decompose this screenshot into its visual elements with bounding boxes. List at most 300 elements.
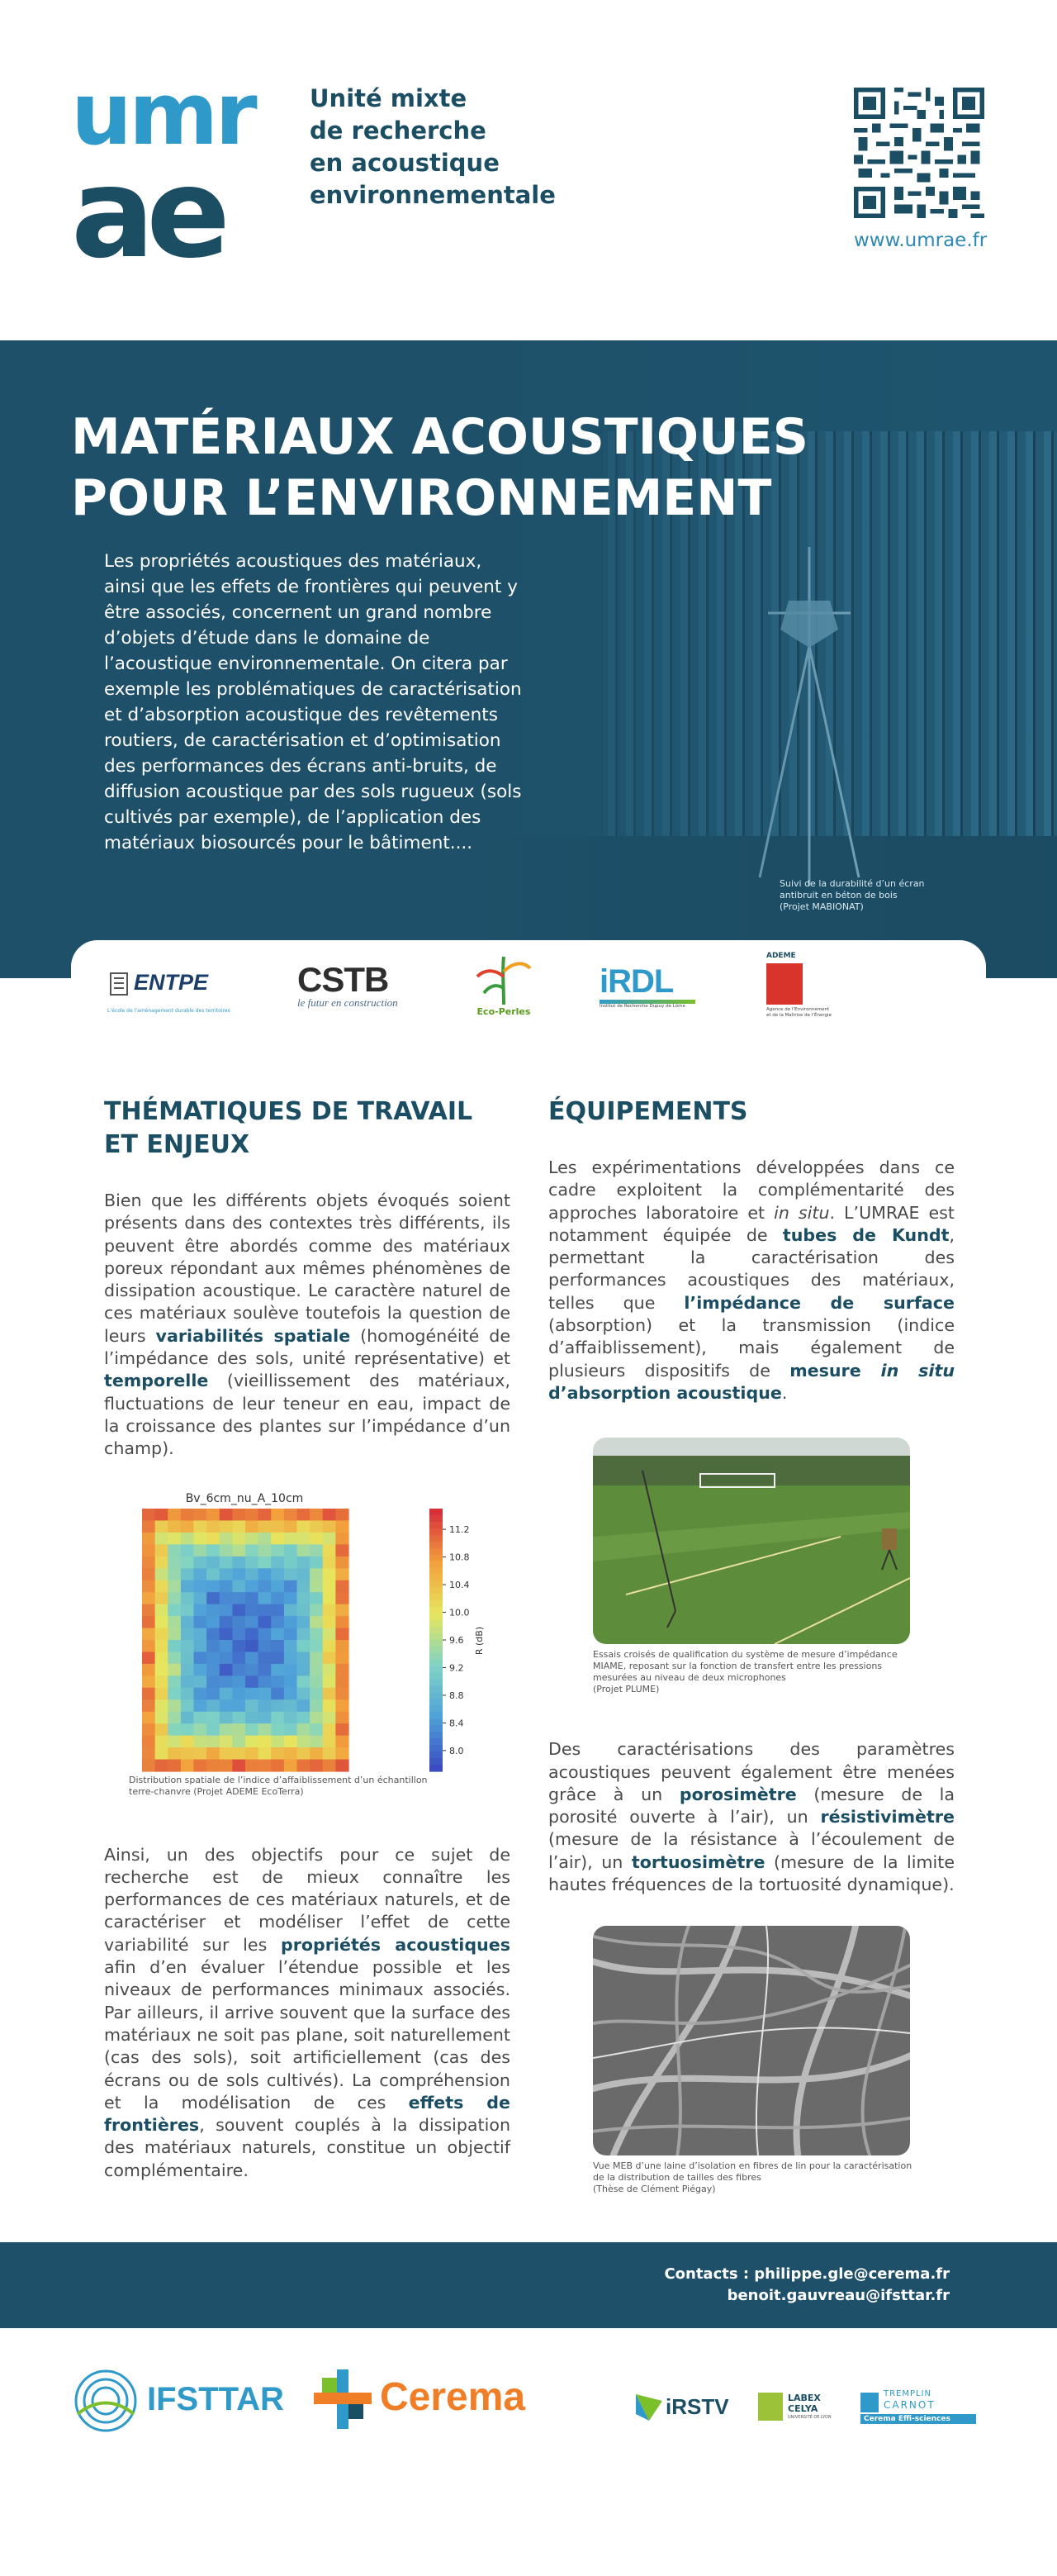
colorbar-segment	[429, 1561, 443, 1568]
themes-paragraph-2: Ainsi, un des objectifs pour ce sujet de recherche est de mieux connaître les performances de ces matériaux naturels, et de caractériser et modéliser l’effet de cette variabilité sur les propriétés acoustiques afin d’en évaluer l’étendue possible et les niveaux de performances minimaux associés. Par ailleurs, il arrive souvent que la surface des matériaux ne soit pas plane, soit naturellement (cas des sols), soit artificiellement (cas des écrans ou de sols cultivés). La compréhension et la modélisation de ces effets de frontières, souvent couplés à la dissipation des matériaux naturels, constitue un objectif complémentaire.	[104, 1844, 510, 2180]
heatmap-cell	[206, 1663, 220, 1675]
unit-title-line: de recherche	[310, 116, 486, 145]
heatmap-cell	[297, 1532, 310, 1544]
cstb-name: CSTB	[297, 960, 389, 999]
heatmap-cell	[335, 1544, 348, 1557]
carnot-name-2: CARNOT	[884, 2399, 936, 2411]
heatmap-cell	[245, 1628, 258, 1640]
heatmap-cell	[155, 1592, 168, 1604]
heatmap-cell	[168, 1509, 181, 1521]
heatmap-cell	[297, 1759, 310, 1771]
qr-code-icon[interactable]	[854, 88, 984, 218]
heatmap-cell	[245, 1604, 258, 1616]
heatmap-cell	[245, 1759, 258, 1771]
caption-line: de la distribution de tailles des fibres	[593, 2172, 761, 2184]
emphasis: mesure in situ d’absorption acoustique	[548, 1360, 955, 1403]
contact-email-2[interactable]: benoit.gauvreau@ifsttar.fr	[727, 2287, 950, 2304]
colorbar-segment	[429, 1685, 443, 1693]
heatmap-cell	[155, 1568, 168, 1580]
labex-name-1: LABEX	[788, 2393, 821, 2403]
heatmap-cell	[194, 1556, 207, 1568]
page-title-line: MATÉRIAUX ACOUSTIQUES	[71, 408, 808, 466]
heatmap-cell	[245, 1735, 258, 1747]
heatmap-cell	[194, 1735, 207, 1747]
heatmap-cell	[194, 1580, 207, 1592]
heatmap-cell	[323, 1735, 336, 1747]
heatmap-cell	[206, 1616, 220, 1628]
heatmap-cell	[194, 1568, 207, 1580]
heatmap-caption	[129, 1775, 510, 1798]
heatmap-cell	[323, 1568, 336, 1580]
heatmap-cell	[155, 1580, 168, 1592]
unit-title	[310, 83, 556, 211]
heatmap-cell	[245, 1568, 258, 1580]
heatmap-cell	[155, 1663, 168, 1675]
heatmap-cell	[206, 1699, 220, 1712]
heatmap-cell	[323, 1640, 336, 1652]
heatmap-cell	[181, 1568, 194, 1580]
heatmap-cell	[284, 1616, 297, 1628]
heatmap-cell	[271, 1735, 284, 1747]
entpe-crest-icon	[107, 968, 130, 1000]
heatmap-cell	[335, 1580, 348, 1592]
heatmap-cell	[181, 1663, 194, 1675]
heatmap-cell	[310, 1687, 323, 1699]
heatmap-cell	[155, 1520, 168, 1533]
heatmap-cell	[220, 1759, 233, 1771]
heatmap-cell	[168, 1711, 181, 1723]
colorbar-segment	[429, 1705, 443, 1713]
ecoperles-name: Eco-Perles	[476, 1006, 531, 1017]
heatmap-cell	[220, 1675, 233, 1688]
heatmap-cell	[142, 1640, 155, 1652]
ifsttar-name: IFSTTAR	[147, 2381, 284, 2417]
heatmap-cell	[181, 1640, 194, 1652]
colorbar-tick-label: 9.2	[449, 1662, 464, 1674]
heatmap-cell	[194, 1759, 207, 1771]
heatmap-cell	[181, 1628, 194, 1640]
heatmap-cell	[220, 1699, 233, 1712]
heatmap-cell	[297, 1628, 310, 1640]
caption-line: mesurées au niveau de deux microphones	[593, 1672, 786, 1684]
heatmap-cell	[245, 1747, 258, 1760]
heatmap-cell	[142, 1675, 155, 1688]
heatmap-cell	[206, 1747, 220, 1760]
caption-line: (Projet PLUME)	[593, 1684, 660, 1695]
heatmap-cell	[284, 1592, 297, 1604]
heatmap-cell	[220, 1556, 233, 1568]
heatmap-cell	[232, 1652, 245, 1664]
ademe-tagline: Agence de l’Environnement et de la Maîtrise de l’Énergie	[766, 1007, 832, 1018]
heatmap-cell	[206, 1687, 220, 1699]
heatmap-cell	[258, 1747, 272, 1760]
heatmap-cell	[245, 1687, 258, 1699]
heatmap-cell	[258, 1544, 272, 1557]
heatmap-cell	[284, 1675, 297, 1688]
heatmap-cell	[323, 1580, 336, 1592]
page-title	[71, 406, 808, 529]
heatmap-cell	[232, 1711, 245, 1723]
heatmap-cell	[258, 1616, 272, 1628]
heatmap-cell	[245, 1616, 258, 1628]
heatmap-cell	[271, 1580, 284, 1592]
colorbar-segment	[429, 1554, 443, 1561]
heatmap-cell	[168, 1759, 181, 1771]
heatmap-cell	[232, 1616, 245, 1628]
heatmap-cell	[284, 1687, 297, 1699]
heatmap-cell	[310, 1520, 323, 1533]
ademe-name: ADEME	[766, 952, 796, 960]
heatmap-cell	[168, 1640, 181, 1652]
heatmap-cell	[220, 1747, 233, 1760]
heatmap-cell	[168, 1616, 181, 1628]
heatmap-cell	[194, 1640, 207, 1652]
page-title-line: POUR L’ENVIRONNEMENT	[71, 469, 772, 527]
heatmap-cell	[220, 1544, 233, 1557]
logo-ae-text: ae	[71, 142, 222, 263]
heatmap-cell	[335, 1568, 348, 1580]
heatmap-cell	[155, 1616, 168, 1628]
photo-caption	[780, 878, 945, 913]
heatmap-cell	[335, 1604, 348, 1616]
heatmap-cell	[181, 1580, 194, 1592]
heatmap-cell	[206, 1544, 220, 1557]
heatmap-cell	[155, 1711, 168, 1723]
heatmap-cell	[220, 1568, 233, 1580]
heatmap-cell	[271, 1759, 284, 1771]
heatmap-cell	[220, 1532, 233, 1544]
colorbar-segment	[429, 1738, 443, 1746]
heatmap-cell	[271, 1675, 284, 1688]
caption-line: Vue MEB d’une laine d’isolation en fibres de lin pour la caractérisation	[593, 2160, 912, 2172]
heatmap-cell	[194, 1723, 207, 1736]
heatmap-cell	[297, 1699, 310, 1712]
heatmap-cell	[142, 1568, 155, 1580]
heatmap-cell	[271, 1723, 284, 1736]
colorbar-segment	[429, 1692, 443, 1699]
colorbar-segment	[429, 1547, 443, 1555]
heatmap-cell	[258, 1509, 272, 1521]
heatmap-cell	[142, 1699, 155, 1712]
heatmap-cell	[284, 1544, 297, 1557]
heatmap-cell	[220, 1592, 233, 1604]
heatmap-cell	[271, 1687, 284, 1699]
sem-photo-caption	[593, 2160, 955, 2195]
heatmap-cell	[284, 1532, 297, 1544]
heatmap-cell	[335, 1759, 348, 1771]
colorbar-segment	[429, 1659, 443, 1666]
heatmap-cell	[168, 1544, 181, 1557]
heatmap-cell	[194, 1544, 207, 1557]
heatmap-cell	[206, 1520, 220, 1533]
heatmap-cell	[168, 1604, 181, 1616]
heatmap-cell	[297, 1568, 310, 1580]
ifsttar-logo	[71, 2366, 302, 2436]
heatmap-cell	[232, 1568, 245, 1580]
heatmap-cell	[310, 1723, 323, 1736]
heatmap-cell	[284, 1509, 297, 1521]
website-link[interactable]: www.umrae.fr	[854, 230, 988, 251]
heatmap-cell	[284, 1723, 297, 1736]
heatmap-cell	[181, 1604, 194, 1616]
heatmap-cell	[168, 1520, 181, 1533]
heatmap-cell	[271, 1509, 284, 1521]
heatmap-cell	[245, 1544, 258, 1557]
heatmap-cell	[335, 1663, 348, 1675]
heatmap-cell	[155, 1759, 168, 1771]
caption-line: antibruit en béton de bois	[780, 890, 898, 901]
heatmap-cell	[206, 1675, 220, 1688]
cerema-logo	[314, 2365, 562, 2434]
heatmap-cell	[271, 1699, 284, 1712]
heatmap-cell	[181, 1699, 194, 1712]
colorbar-segment	[429, 1718, 443, 1726]
heatmap-cell	[181, 1592, 194, 1604]
entpe-tagline: L’école de l’aménagement durable des territoires	[107, 1008, 230, 1014]
heatmap-cell	[284, 1652, 297, 1664]
heatmap-cell	[142, 1532, 155, 1544]
impedance-heatmap-figure	[129, 1492, 492, 1773]
unit-title-line: en acoustique	[310, 149, 500, 177]
heatmap-cell	[310, 1699, 323, 1712]
field-photo-image	[593, 1438, 910, 1644]
heatmap-cell	[155, 1675, 168, 1688]
heatmap-cell	[232, 1532, 245, 1544]
emphasis: porosimètre	[679, 1784, 797, 1804]
heatmap-cell	[232, 1699, 245, 1712]
colorbar-segment	[429, 1666, 443, 1673]
heatmap-cell	[181, 1532, 194, 1544]
heatmap-cell	[206, 1652, 220, 1664]
labex-emblem-icon	[758, 2393, 783, 2421]
colorbar-segment	[429, 1627, 443, 1634]
heatmap-cell	[323, 1711, 336, 1723]
colorbar-tick-label: 9.6	[449, 1634, 464, 1646]
heatmap-cell	[271, 1628, 284, 1640]
hero-band	[0, 340, 1057, 978]
colorbar-tick-label: 8.0	[449, 1745, 464, 1756]
heatmap-cell	[258, 1687, 272, 1699]
colorbar-tick-label: 11.2	[449, 1523, 470, 1535]
colorbar-segment	[429, 1699, 443, 1706]
heatmap-cell	[181, 1687, 194, 1699]
themes-paragraph-1: Bien que les différents objets évoqués soient présents dans des contextes très différents, ils peuvent être abordés comme des matériaux poreux répondant aux mêmes phénomènes de dissipation acoustique. Le caractère naturel de ces matériaux soulève toutefois la question de leurs variabilités spatiale (homogénéité de l’impédance des sols, unité représentative) et temporelle (vieillissement des matériaux, fluctuations de leur teneur en eau, impact de la croissance des plantes sur l’impédance d’un champ).	[104, 1191, 510, 1459]
heatmap-cell	[232, 1592, 245, 1604]
heatmap-cell	[168, 1556, 181, 1568]
heatmap-cell	[297, 1711, 310, 1723]
heatmap-cell	[258, 1675, 272, 1688]
heatmap-cell	[310, 1604, 323, 1616]
heatmap-cell	[335, 1735, 348, 1747]
heatmap-cell	[323, 1532, 336, 1544]
heatmap-cell	[220, 1628, 233, 1640]
colorbar-tick-label: 8.4	[449, 1717, 464, 1728]
heatmap-cell	[232, 1735, 245, 1747]
colorbar-segment	[429, 1521, 443, 1528]
equipment-paragraph-2: Des caractérisations des paramètres acoustiques peuvent également être menées grâce à un porosimètre (mesure de la porosité ouverte à l’air), un résistivimètre (mesure de la résistance à l’écoulement de l’air), un tortuosimètre (mesure de la limite hautes fréquences de la tortuosité dynamique).	[548, 1739, 955, 1895]
heatmap-cell	[142, 1735, 155, 1747]
heatmap-cell	[310, 1592, 323, 1604]
colorbar-segment	[429, 1607, 443, 1614]
heatmap-cell	[206, 1735, 220, 1747]
emphasis: l’impédance de surface	[684, 1292, 955, 1313]
irdl-name: iRDL	[600, 963, 674, 1000]
heatmap-title: Bv_6cm_nu_A_10cm	[185, 1491, 304, 1505]
heatmap-cell	[271, 1652, 284, 1664]
heatmap-cell	[142, 1556, 155, 1568]
heatmap-cell	[206, 1580, 220, 1592]
heatmap-cell	[168, 1675, 181, 1688]
contact-email-1[interactable]: Contacts : philippe.gle@cerema.fr	[664, 2265, 950, 2283]
emphasis: effets de frontières	[104, 2092, 510, 2136]
heatmap-cell	[181, 1652, 194, 1664]
field-photo-caption	[593, 1649, 955, 1695]
heatmap-cell	[323, 1723, 336, 1736]
heatmap-cell	[284, 1580, 297, 1592]
equipment-heading: ÉQUIPEMENTS	[548, 1097, 748, 1126]
heatmap-cell	[155, 1544, 168, 1557]
heatmap-cell	[142, 1616, 155, 1628]
colorbar-segment	[429, 1600, 443, 1608]
heatmap-cell	[168, 1580, 181, 1592]
heatmap-cell	[310, 1532, 323, 1544]
heatmap-cell	[181, 1616, 194, 1628]
heatmap-cell	[323, 1652, 336, 1664]
heatmap-cell	[232, 1640, 245, 1652]
heatmap-cell	[206, 1711, 220, 1723]
heatmap-cell	[284, 1663, 297, 1675]
heatmap-cell	[181, 1711, 194, 1723]
heatmap-cell	[245, 1580, 258, 1592]
heatmap-cell	[335, 1556, 348, 1568]
ademe-emblem-icon	[766, 963, 803, 1005]
colorbar-segment	[429, 1515, 443, 1523]
heatmap-cell	[232, 1509, 245, 1521]
colorbar-tick-label: 10.8	[449, 1552, 470, 1563]
heatmap-cell	[284, 1747, 297, 1760]
heatmap-cell	[323, 1747, 336, 1760]
heatmap-cell	[310, 1544, 323, 1557]
cstb-logo	[297, 960, 413, 1010]
logo-umr-text: umr	[71, 79, 254, 164]
heatmap-cell	[232, 1544, 245, 1557]
heatmap-cell	[194, 1509, 207, 1521]
cerema-emblem-icon	[314, 2369, 372, 2429]
heatmap-cell	[258, 1532, 272, 1544]
heatmap-cell	[284, 1640, 297, 1652]
colorbar-segment	[429, 1534, 443, 1542]
heatmap-cell	[220, 1652, 233, 1664]
heatmap-cell	[194, 1604, 207, 1616]
heatmap-cell	[232, 1604, 245, 1616]
heatmap-cell	[297, 1604, 310, 1616]
heatmap-cell	[271, 1640, 284, 1652]
emphasis: propriétés acoustiques	[280, 1934, 510, 1955]
ademe-logo	[766, 952, 841, 1019]
heatmap-cell	[258, 1735, 272, 1747]
heatmap-cell	[206, 1640, 220, 1652]
heatmap-cell	[181, 1759, 194, 1771]
ifsttar-emblem-icon	[71, 2366, 140, 2436]
heatmap-cell	[232, 1628, 245, 1640]
heatmap-cell	[155, 1640, 168, 1652]
irstv-emblem-icon	[636, 2394, 662, 2421]
heatmap-cell	[258, 1723, 272, 1736]
heatmap-cells	[142, 1509, 349, 1772]
heatmap-cell	[258, 1520, 272, 1533]
heatmap-cell	[271, 1568, 284, 1580]
colorbar-segment	[429, 1633, 443, 1641]
heatmap-cell	[284, 1604, 297, 1616]
colorbar-segment	[429, 1758, 443, 1766]
heatmap-cell	[142, 1544, 155, 1557]
heatmap-cell	[335, 1520, 348, 1533]
heatmap-cell	[181, 1544, 194, 1557]
heatmap-cell	[335, 1628, 348, 1640]
colorbar-tick-label: 8.8	[449, 1690, 464, 1701]
heatmap-cell	[168, 1699, 181, 1712]
heatmap-cell	[335, 1640, 348, 1652]
labex-celya-logo	[758, 2393, 837, 2426]
heatmap-cell	[284, 1711, 297, 1723]
heatmap-cell	[232, 1687, 245, 1699]
heatmap-cell	[155, 1723, 168, 1736]
heatmap-cell	[220, 1735, 233, 1747]
heatmap-cell	[335, 1675, 348, 1688]
heatmap-cell	[232, 1747, 245, 1760]
heatmap-cell	[245, 1723, 258, 1736]
heatmap-cell	[310, 1509, 323, 1521]
heatmap-cell	[168, 1723, 181, 1736]
heatmap-cell	[323, 1759, 336, 1771]
heatmap-cell	[206, 1556, 220, 1568]
heatmap-cell	[271, 1604, 284, 1616]
heatmap-cell	[206, 1628, 220, 1640]
heatmap-cell	[245, 1675, 258, 1688]
colorbar-segment	[429, 1567, 443, 1575]
heatmap-cell	[284, 1735, 297, 1747]
heatmap-cell	[297, 1592, 310, 1604]
colorbar-segment	[429, 1614, 443, 1621]
heatmap-cell	[297, 1747, 310, 1760]
intro-paragraph: Les propriétés acoustiques des matériaux, ainsi que les effets de frontières qui peuvent y être associés, concernent un grand nombre d’objets d’étude dans le domaine de l’acoustique environnementale. On citera par exemple les problématiques de caractérisation et d’absorption acoustique des revêtements routiers, de caractérisation et d’optimisation des performances des écrans anti-bruits, de diffusion acoustique par des sols rugueux (sols cultivés par exemple), de l’application des matériaux biosourcés pour le bâtiment....	[104, 551, 522, 853]
heatmap-cell	[310, 1711, 323, 1723]
colorbar-segment	[429, 1679, 443, 1686]
heatmap-cell	[142, 1580, 155, 1592]
heatmap-cell	[168, 1628, 181, 1640]
emphasis: tortuosimètre	[631, 1851, 765, 1872]
heatmap-cell	[310, 1652, 323, 1664]
heatmap-cell	[310, 1616, 323, 1628]
caption-line: (Thèse de Clément Piégay)	[593, 2184, 716, 2195]
colorbar-segment	[429, 1580, 443, 1588]
colorbar-segment	[429, 1509, 443, 1516]
heatmap-cell	[297, 1544, 310, 1557]
carnot-tagline: Cerema Effi-sciences	[860, 2414, 976, 2424]
heatmap-cell	[194, 1616, 207, 1628]
heatmap-cell	[142, 1747, 155, 1760]
heatmap-cell	[323, 1675, 336, 1688]
heatmap-cell	[142, 1604, 155, 1616]
heatmap-cell	[220, 1580, 233, 1592]
heatmap-cell	[142, 1652, 155, 1664]
heatmap-cell	[271, 1711, 284, 1723]
heatmap-cell	[310, 1580, 323, 1592]
cerema-name: Cerema	[380, 2375, 526, 2419]
heatmap-cell	[155, 1628, 168, 1640]
heatmap-cell	[194, 1628, 207, 1640]
heatmap-cell	[206, 1604, 220, 1616]
